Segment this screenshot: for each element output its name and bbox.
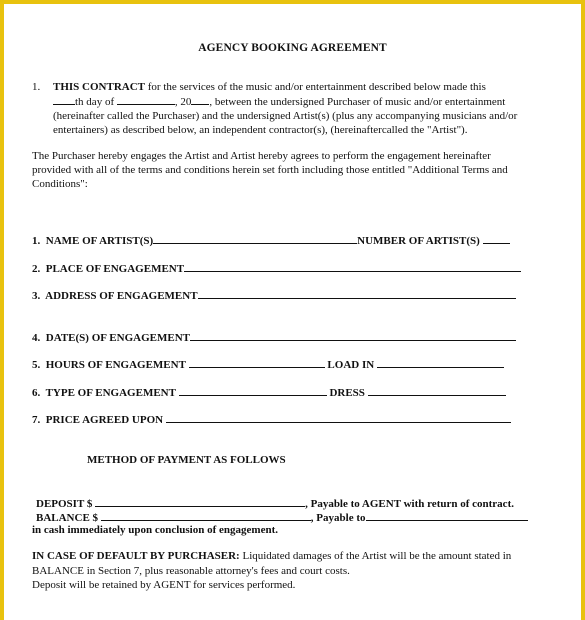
type-blank[interactable] bbox=[179, 385, 327, 396]
field-row-artist-name bbox=[32, 233, 510, 247]
hours-blank[interactable] bbox=[189, 357, 325, 368]
contract-text-b: th day of bbox=[75, 96, 115, 108]
intro-paragraph: The Purchaser hereby engages the Artist and Artist hereby agrees to perform the engagement hereinafter provided with all of the terms and conditions herein set forth including those entitled "Additional Terms and Conditions": bbox=[32, 150, 508, 190]
contract-text-d: , between the undersigned Purchaser of music and/or entertainment (hereinafter called the Purchaser) and the undersigned Artist(s) (plus any accompanying musicians and/or entertainers) as described below, an independent contractor(s), (hereinaftercalled the "Artist"). bbox=[53, 96, 518, 136]
default-lead: IN CASE OF DEFAULT BY PURCHASER: bbox=[32, 550, 240, 562]
default-clause bbox=[32, 549, 552, 593]
field-number: 5. bbox=[32, 359, 41, 371]
artist-number-blank[interactable] bbox=[483, 233, 510, 244]
document-title: AGENCY BOOKING AGREEMENT bbox=[198, 42, 387, 54]
deposit-blank[interactable] bbox=[95, 496, 305, 507]
price-blank[interactable] bbox=[166, 412, 511, 423]
deposit-retained-text: Deposit will be retained by AGENT for services performed. bbox=[32, 579, 296, 591]
field-number: 3. bbox=[32, 290, 41, 302]
deposit-suffix: , Payable to AGENT with return of contract. bbox=[305, 498, 514, 510]
deposit-row bbox=[36, 496, 514, 510]
field-label: HOURS OF ENGAGEMENT bbox=[45, 359, 186, 371]
contract-text-c: , 20 bbox=[174, 96, 192, 108]
field-number: 7. bbox=[32, 414, 41, 426]
balance-note: in cash immediately upon conclusion of engagement. bbox=[32, 524, 278, 536]
field-number: 1. bbox=[32, 235, 41, 247]
field-row-type bbox=[32, 385, 506, 399]
contract-text-a: for the services of the music and/or entertainment described below made this bbox=[145, 81, 486, 93]
section-number: 1. bbox=[32, 81, 41, 93]
field-row-dates bbox=[32, 330, 516, 344]
dates-blank[interactable] bbox=[190, 330, 516, 341]
field-label: DATE(S) OF ENGAGEMENT bbox=[45, 332, 190, 344]
field-label: NAME OF ARTIST(S) bbox=[45, 235, 154, 247]
field-label: PRICE AGREED UPON bbox=[45, 414, 164, 426]
field-second-label: NUMBER OF ARTIST(S) bbox=[357, 235, 480, 247]
dress-blank[interactable] bbox=[368, 385, 506, 396]
field-row-hours bbox=[32, 357, 504, 371]
address-blank[interactable] bbox=[198, 288, 516, 299]
balance-label: BALANCE $ bbox=[36, 512, 99, 524]
field-row-price bbox=[32, 412, 511, 426]
field-row-place bbox=[32, 261, 521, 275]
place-blank[interactable] bbox=[184, 261, 521, 272]
balance-blank[interactable] bbox=[101, 510, 311, 521]
field-number: 6. bbox=[32, 387, 41, 399]
document-page bbox=[4, 4, 581, 620]
field-row-address bbox=[32, 288, 516, 302]
month-blank[interactable] bbox=[117, 94, 175, 105]
day-blank[interactable] bbox=[53, 94, 75, 105]
field-number: 4. bbox=[32, 332, 41, 344]
contract-lead: THIS CONTRACT bbox=[53, 81, 145, 93]
deposit-label: DEPOSIT $ bbox=[36, 498, 93, 510]
balance-row bbox=[36, 510, 528, 524]
field-label: PLACE OF ENGAGEMENT bbox=[45, 263, 185, 275]
contract-paragraph bbox=[53, 80, 553, 137]
year-blank[interactable] bbox=[191, 94, 209, 105]
field-second-label: DRESS bbox=[329, 387, 365, 399]
load-in-blank[interactable] bbox=[377, 357, 504, 368]
field-number: 2. bbox=[32, 263, 41, 275]
default-text: Liquidated damages of the Artist will be the amount stated in BALANCE in Section 7, plus reasonable attorney's fees and court costs. bbox=[32, 550, 512, 577]
payable-to-blank[interactable] bbox=[366, 510, 528, 521]
field-second-label: LOAD IN bbox=[327, 359, 375, 371]
artist-name-blank[interactable] bbox=[153, 233, 357, 244]
field-label: ADDRESS OF ENGAGEMENT bbox=[45, 290, 198, 302]
balance-suffix: , Payable to bbox=[310, 512, 366, 524]
field-label: TYPE OF ENGAGEMENT bbox=[45, 387, 176, 399]
payment-method-heading: METHOD OF PAYMENT AS FOLLOWS bbox=[87, 454, 286, 466]
